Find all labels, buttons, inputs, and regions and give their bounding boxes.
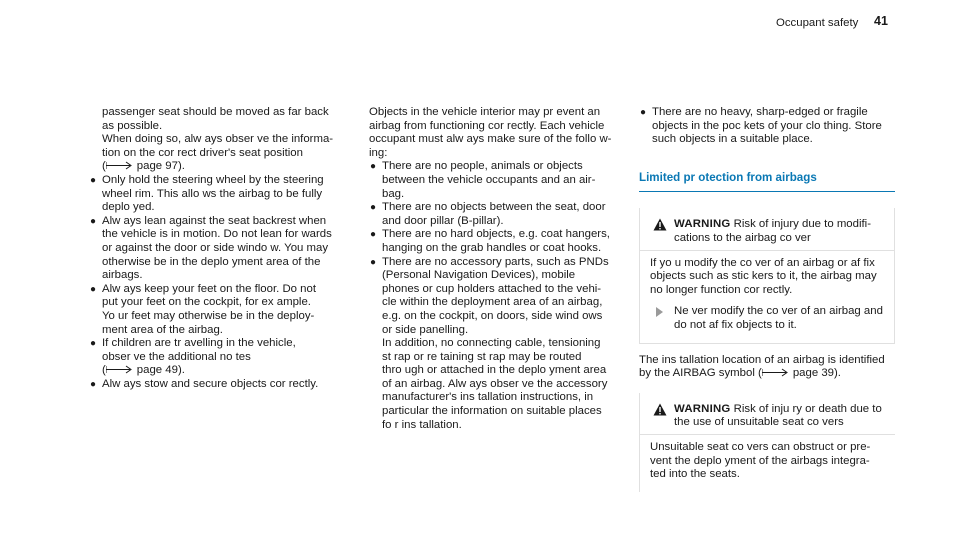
bullet-icon: ● [370,161,377,173]
warning-title: WARNING Risk of inju ry or death due to the use of unsuitable seat co vers [650,403,886,430]
list-item: ● Alw ays lean against the seat backrest when the vehicle is in motion. Do not lean for wards or against the door or side windo w. You may otherwise be in the deplo yment area of the airbags. [90,214,332,282]
bullet-icon: ● [90,215,97,227]
page-reference-arrow-icon [762,368,790,377]
warning-label: WARNING [674,218,731,231]
bullet-icon: ● [90,283,97,295]
list-item: ● Alw ays stow and secure objects cor rectly. [90,377,319,390]
page-reference-link[interactable]: page 39). [792,367,841,380]
divider [640,434,895,435]
page-number: 41 [874,14,888,28]
warning-triangle-icon [653,403,667,416]
warning-title: WARNING Risk of injury due to modifi‐ cations to the airbag co ver [650,218,885,245]
paragraph-connecting-cable: In addition, no connecting cable, tensioning st rap or re taining st rap may be routed thro ugh or attached in the deplo yment area of an airbag. Alw ays obser ve the accessory manufacturer's ins tallation instructions, in particular the information on suitable places fo r ins tallation. [382,337,608,431]
bullet-icon: ● [370,256,377,268]
bullet-icon: ● [90,338,97,350]
bullet-icon: ● [90,378,97,390]
warning-label: WARNING [674,402,731,415]
column-2 [369,106,631,432]
list-item: ● There are no objects between the seat, door and door pillar (B-pillar). [370,201,606,227]
bullet-icon: ● [90,174,97,186]
list-item: ● There are no heavy, sharp-edged or fragile objects in the poc kets of your clo thing. Store such objects in a suitable place. [640,106,882,146]
bullet-icon: ● [640,107,647,118]
paragraph-seat-position: When doing so, alw ays obser ve the informa- tion on the cor rect driver's seat position ( page 97). [102,133,334,173]
column-3 [627,106,893,492]
warning-box-modification: WARNING Risk of injury due to modifi‐ cations to the airbag co ver If yo u modify the co ver of an airbag or af fix objects such as stic kers to it, the airbag may no longer function cor rectly. Ne ver modify the co ver of an airbag and do not af fix objects to it. [639,208,895,343]
page-reference-arrow-icon [106,365,134,374]
page-reference-arrow-icon [106,161,134,170]
divider [640,250,894,251]
section-heading: Limited pr otection from airbags [639,171,895,193]
instruction-step: Ne ver modify the co ver of an airbag and do not af fix objects to it. [650,305,885,332]
bullet-icon: ● [370,202,377,214]
running-header-section: Occupant safety [776,17,859,29]
play-arrow-icon [656,307,663,317]
paragraph-airbag-symbol: The ins tallation location of an airbag is identified by the AIRBAG symbol ( page 39). [639,353,885,380]
column-1 [89,106,351,391]
bullet-icon: ● [370,229,377,241]
list-item: ● Only hold the steering wheel by the steering wheel rim. This allo ws the airbag to be fully deplo yed. [90,173,324,214]
list-item: ● If children are tr avelling in the vehicle, obser ve the additional no tes ( page 49). [90,337,296,377]
list-item: ● There are no people, animals or objects between the vehicle occupants and an air‐ bag. [370,160,596,200]
page-reference-link[interactable]: page 97). [136,160,185,173]
paragraph-seat-back: passenger seat should be moved as far back as possible. [102,106,329,132]
page-reference-link[interactable]: page 49). [136,364,185,377]
list-item: ● There are no accessory parts, such as PNDs (Personal Navigation Devices), mobile phones or cup holders attached to the vehi‐ cle within the deployment area of an airbag, e.g. on the cockpit, on doors, side wind ows or side panelling. [370,255,609,336]
warning-box-seat-covers: WARNING Risk of inju ry or death due to the use of unsuitable seat co vers Unsuitable seat co vers can obstruct or pre‐ vent the deplo yment of the airbags integra‐ ted into the seats. [639,393,895,492]
warning-triangle-icon [653,218,667,231]
paragraph-objects-intro: Objects in the vehicle interior may pr event an airbag from functioning cor rectly. Each vehicle occupant must alw ays make sure of the follo w- ing: [369,106,612,159]
list-item: ● There are no hard objects, e.g. coat hangers, hanging on the grab handles or coat hooks. [370,228,610,254]
list-item: ● Alw ays keep your feet on the floor. Do not put your feet on the cockpit, for ex ample. Yo ur feet may otherwise be in the deploy‐ ment area of the airbag. [90,282,317,336]
